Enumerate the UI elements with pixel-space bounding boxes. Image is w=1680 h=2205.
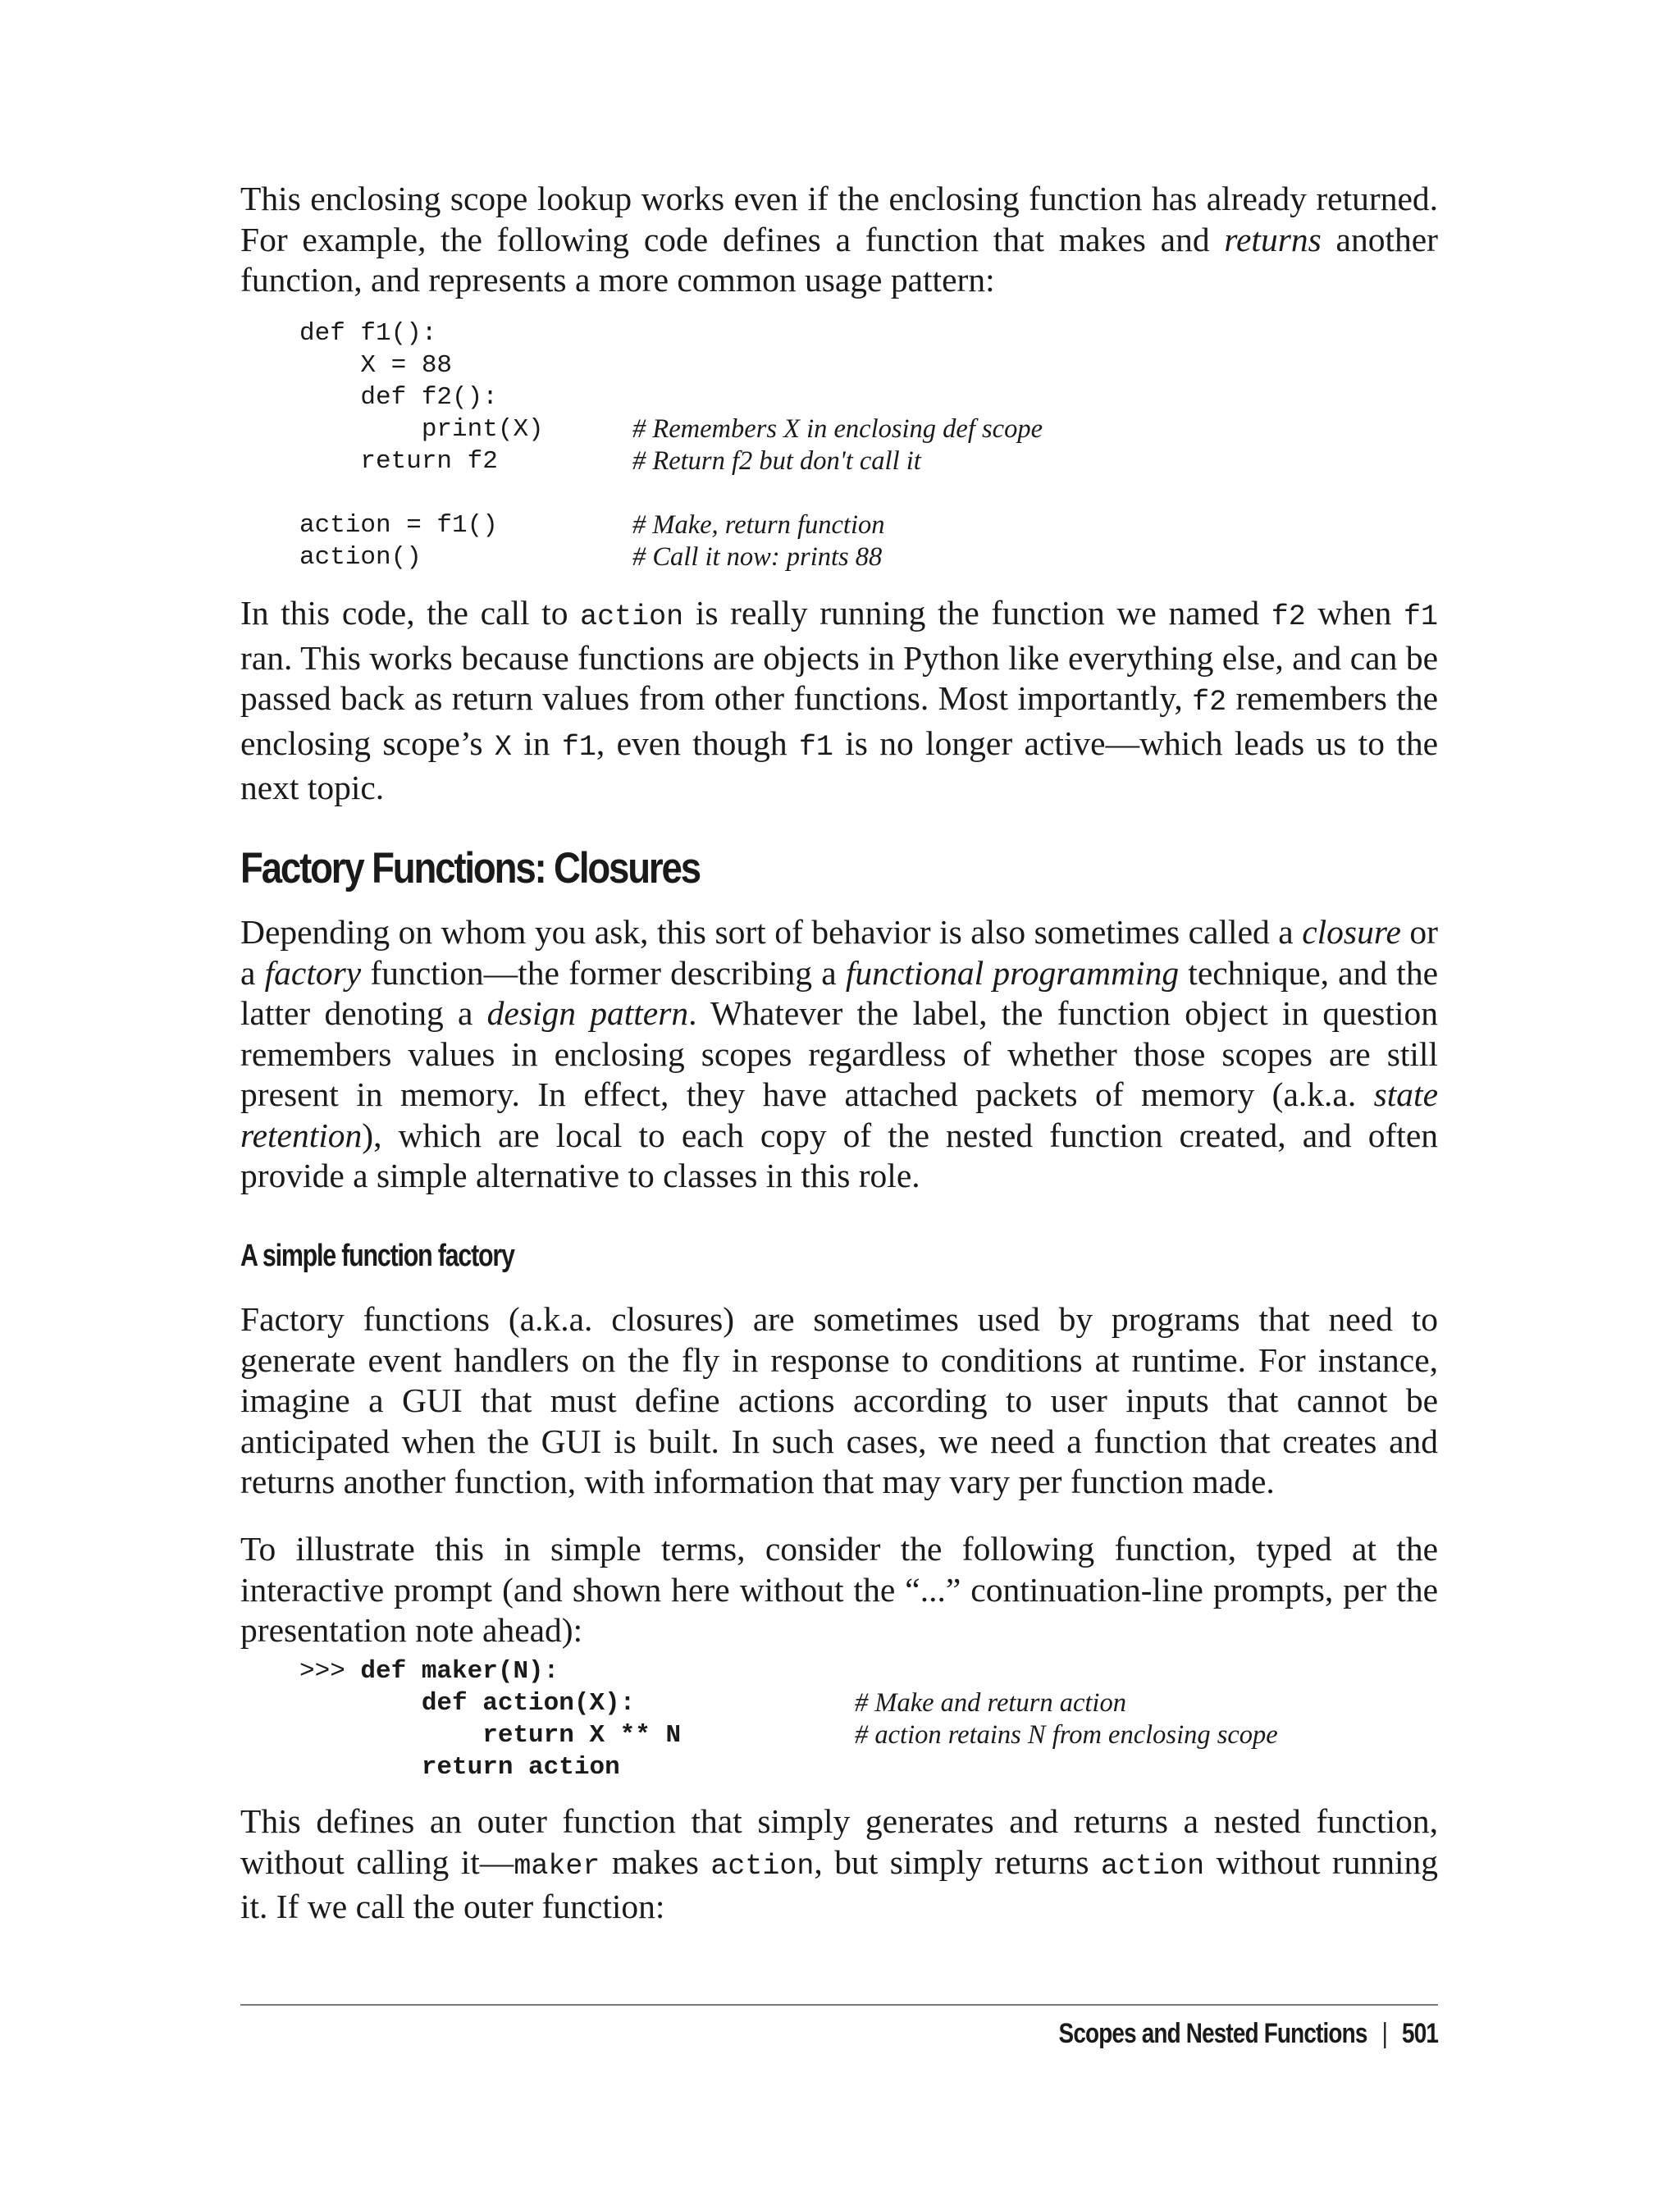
code-line: def action(X): # Make and return action	[360, 1688, 1126, 1718]
code-line: X = 88	[299, 351, 453, 380]
code-comment: # action retains N from enclosing scope	[855, 1720, 1278, 1750]
code-comment: # Call it now: prints 88	[632, 542, 883, 572]
code-line: def f2():	[299, 383, 498, 412]
subsection-heading: A simple function factory	[240, 1239, 514, 1273]
code-line: def f1():	[299, 319, 437, 348]
paragraph-illustrate: To illustrate this in simple terms, consider the following function, typed at the interactive prompt (and shown here without the “...” continuation-line prompts, per the presentation note ahead):	[240, 1530, 1438, 1649]
code-line: return action	[360, 1753, 620, 1782]
paragraph-enclosing-lookup: This enclosing scope lookup works even if the enclosing function has already returned. For example, the following code defines a function that makes and returns another function, and represents a more common usage pattern:	[240, 180, 1438, 299]
paragraph-closure-definition: Depending on whom you ask, this sort of behavior is also sometimes called a closure or a factory function—the former describing a functional programming technique, and the latter denoting a design pattern. Whatever the label, the function object in question remembers values in enclosing scopes regardless of whether those scopes are still present in memory. In effect, they have attached packets of memory (a.k.a. state retention), which are local to each copy of the nested function created, and often provide a simple alternative to classes in this role.	[240, 913, 1439, 1194]
footer-rule	[240, 2004, 1438, 2006]
paragraph-action-explanation: In this code, the call to action is really running the function we named f2 when f1 ran. This works because functions are objects in Python like everything else, and can be passed back as return values from other functions. Most importantly, f2 remembers the enclosing scope’s X in f1, even though f1 is no longer active—which leads us to the next topic.	[240, 594, 1439, 806]
section-heading: Factory Functions: Closures	[240, 844, 700, 892]
code-comment: # Make and return action	[855, 1688, 1126, 1718]
code-line: return X ** N # action retains N from enclosing scope	[360, 1720, 1278, 1750]
code-line: >>> def maker(N):	[299, 1657, 559, 1686]
footer-section-title: Scopes and Nested Functions	[1058, 2018, 1367, 2049]
code-line: action() # Call it now: prints 88	[299, 542, 883, 572]
code-comment: # Remembers X in enclosing def scope	[632, 414, 1043, 444]
paragraph-outer-function: This defines an outer function that simply generates and returns a nested function, without calling it—maker makes action, but simply returns action without running it. If we call the outer function:	[240, 1802, 1438, 1925]
code-block-f1-f2	[299, 317, 1043, 573]
page-number: 501	[1401, 2018, 1438, 2049]
code-line: print(X) # Remembers X in enclosing def scope	[299, 414, 1043, 444]
code-line: action = f1() # Make, return function	[299, 510, 885, 540]
code-block-maker	[299, 1655, 1278, 1783]
code-comment: # Return f2 but don't call it	[632, 446, 921, 476]
footer-separator: |	[1381, 2018, 1387, 2049]
code-line: return f2 # Return f2 but don't call it	[299, 446, 921, 476]
code-comment: # Make, return function	[632, 510, 885, 540]
paragraph-factory-uses: Factory functions (a.k.a. closures) are sometimes used by programs that need to generate event handlers on the fly in response to conditions at runtime. For instance, imagine a GUI that must define actions according to user inputs that cannot be anticipated when the GUI is built. In such cases, we need a function that creates and returns another function, with information that may vary per function made.	[240, 1300, 1438, 1500]
page-footer	[1058, 2018, 1438, 2050]
